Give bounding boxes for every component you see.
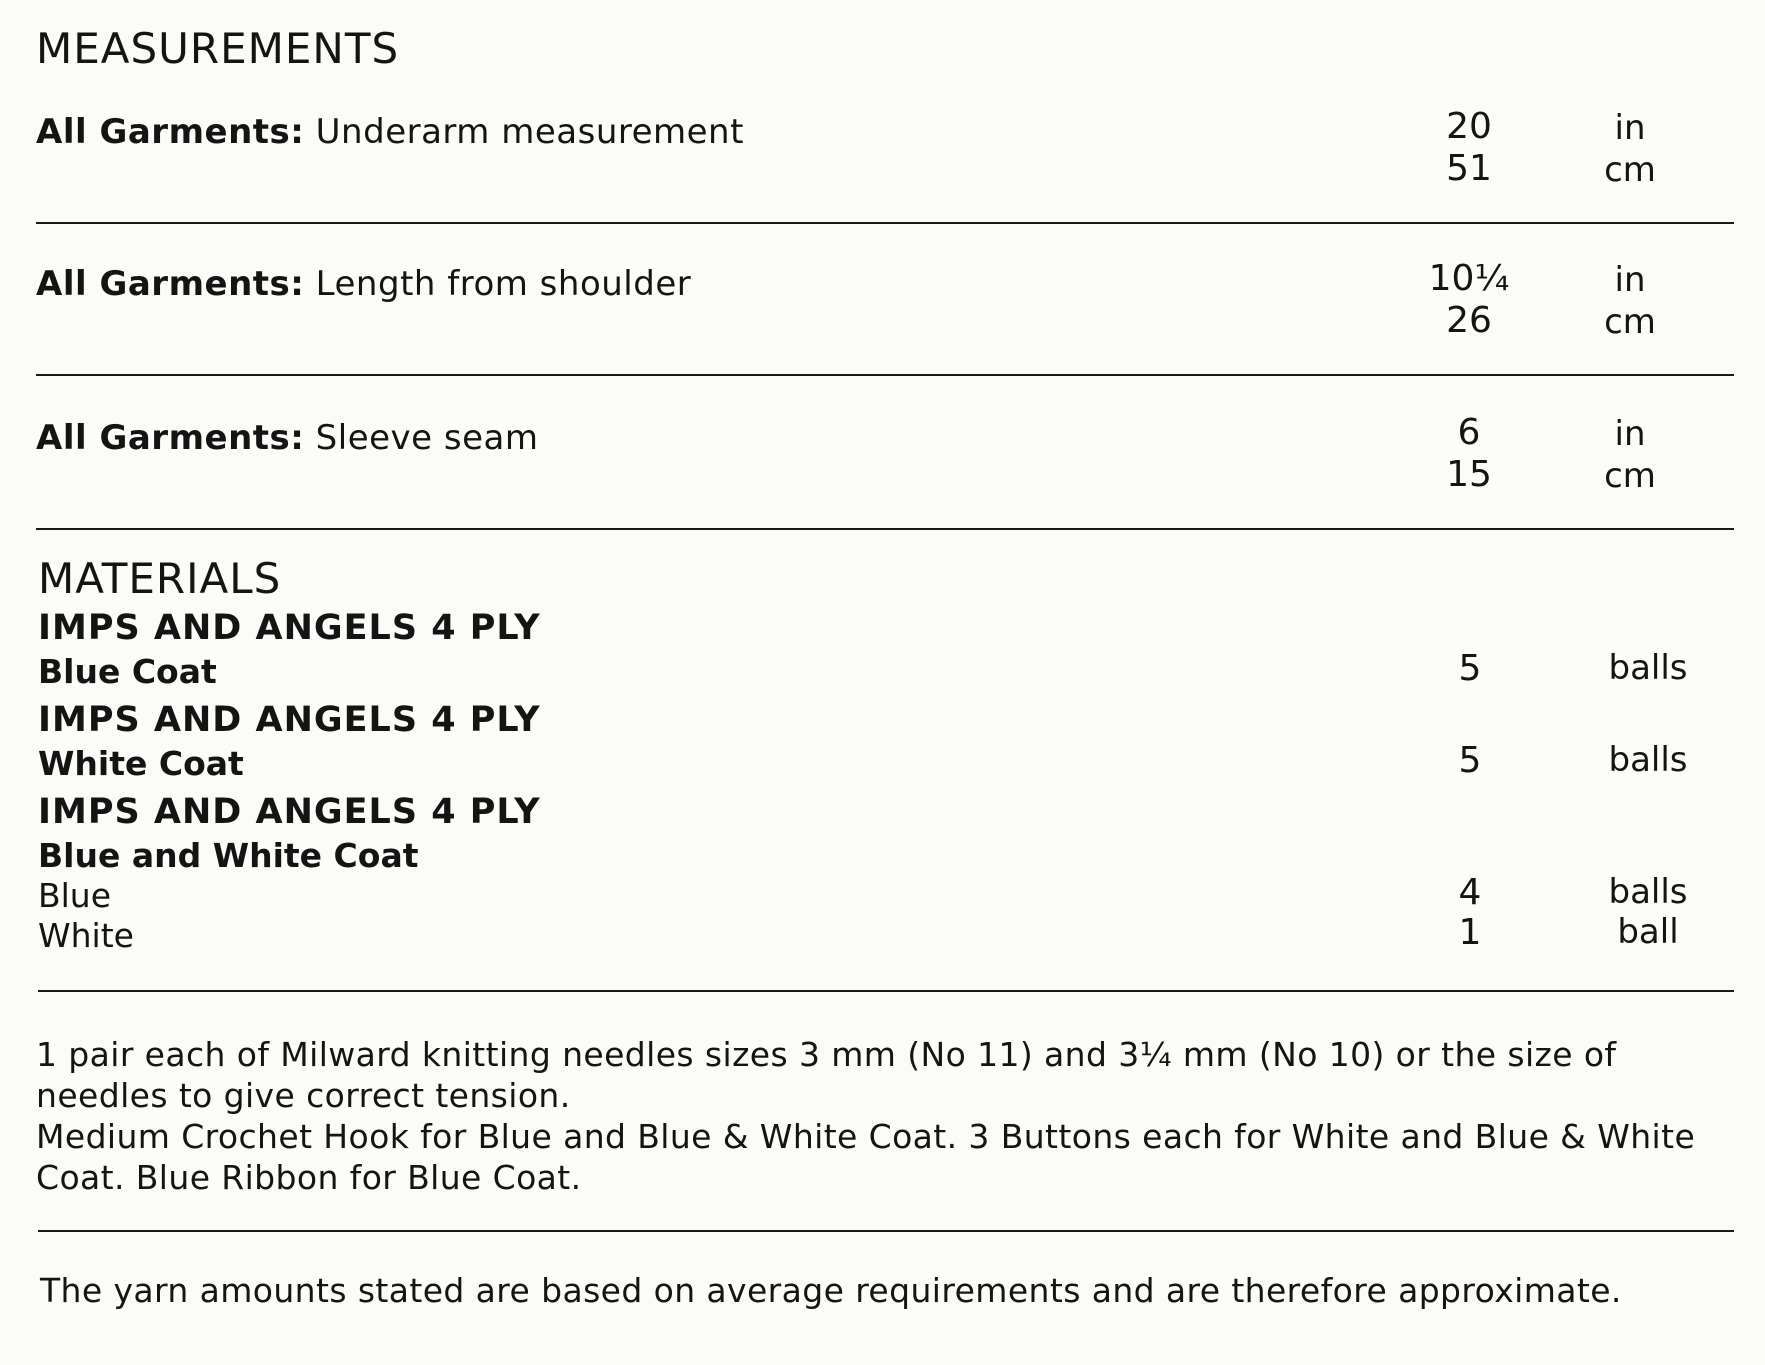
accessories-text: Medium Crochet Hook for Blue and Blue & White Coat. 3 Buttons each for White and Blue & White Coat. Blue Ribbon for Blue Coat. (36, 1117, 1696, 1197)
measurement-value-in: 20 (1446, 106, 1492, 147)
measurement-value-cm: 15 (1446, 454, 1492, 495)
measurement-row-length (36, 264, 691, 304)
measurement-label: Sleeve seam (315, 418, 539, 458)
measurement-row-underarm (36, 112, 744, 152)
divider (38, 1230, 1734, 1232)
colour-label: Blue (38, 876, 112, 915)
coat-name: Blue and White Coat (38, 836, 419, 875)
needles-text: 1 pair each of Milward knitting needles sizes 3 mm (No 11) and 3¼ mm (No 10) or the size of needles to give correct tension. (36, 1035, 1617, 1115)
measurement-value-in: 10¼ (1428, 258, 1510, 299)
colour-label: White (38, 916, 134, 955)
yarn-qty: 5 (1458, 648, 1482, 689)
measurement-value-in: 6 (1457, 412, 1481, 453)
divider (38, 990, 1734, 992)
measurement-unit-cm: cm (1604, 302, 1656, 342)
divider (36, 374, 1734, 376)
measurement-prefix: All Garments: (36, 418, 305, 458)
yarn-title: IMPS AND ANGELS 4 PLY (38, 792, 541, 832)
yarn-qty: 5 (1458, 740, 1482, 781)
yarn-unit: balls (1608, 872, 1688, 912)
measurement-value-cm: 51 (1446, 148, 1492, 189)
measurements-heading: MEASUREMENTS (36, 24, 400, 73)
needles-paragraph (36, 1034, 1736, 1198)
divider (36, 222, 1734, 224)
yarn-title: IMPS AND ANGELS 4 PLY (38, 608, 541, 648)
measurement-unit-cm: cm (1604, 150, 1656, 190)
yarn-qty: 4 (1458, 872, 1482, 913)
measurement-unit-in: in (1614, 108, 1646, 148)
measurement-value-cm: 26 (1446, 300, 1492, 341)
yarn-qty: 1 (1458, 912, 1482, 953)
measurement-label: Length from shoulder (315, 264, 692, 304)
measurement-prefix: All Garments: (36, 264, 305, 304)
measurement-unit-in: in (1614, 260, 1646, 300)
measurement-unit-in: in (1614, 414, 1646, 454)
yarn-title: IMPS AND ANGELS 4 PLY (38, 700, 541, 740)
measurement-label: Underarm measurement (315, 112, 744, 152)
coat-name: Blue Coat (38, 652, 217, 691)
measurement-prefix: All Garments: (36, 112, 305, 152)
yarn-unit: ball (1617, 912, 1679, 952)
footnote: The yarn amounts stated are based on average requirements and are therefore approximate. (40, 1271, 1622, 1310)
materials-heading: MATERIALS (38, 554, 282, 603)
yarn-unit: balls (1608, 648, 1688, 688)
measurement-row-sleeve (36, 418, 538, 458)
measurement-unit-cm: cm (1604, 456, 1656, 496)
divider (36, 528, 1734, 530)
coat-name: White Coat (38, 744, 244, 783)
yarn-unit: balls (1608, 740, 1688, 780)
